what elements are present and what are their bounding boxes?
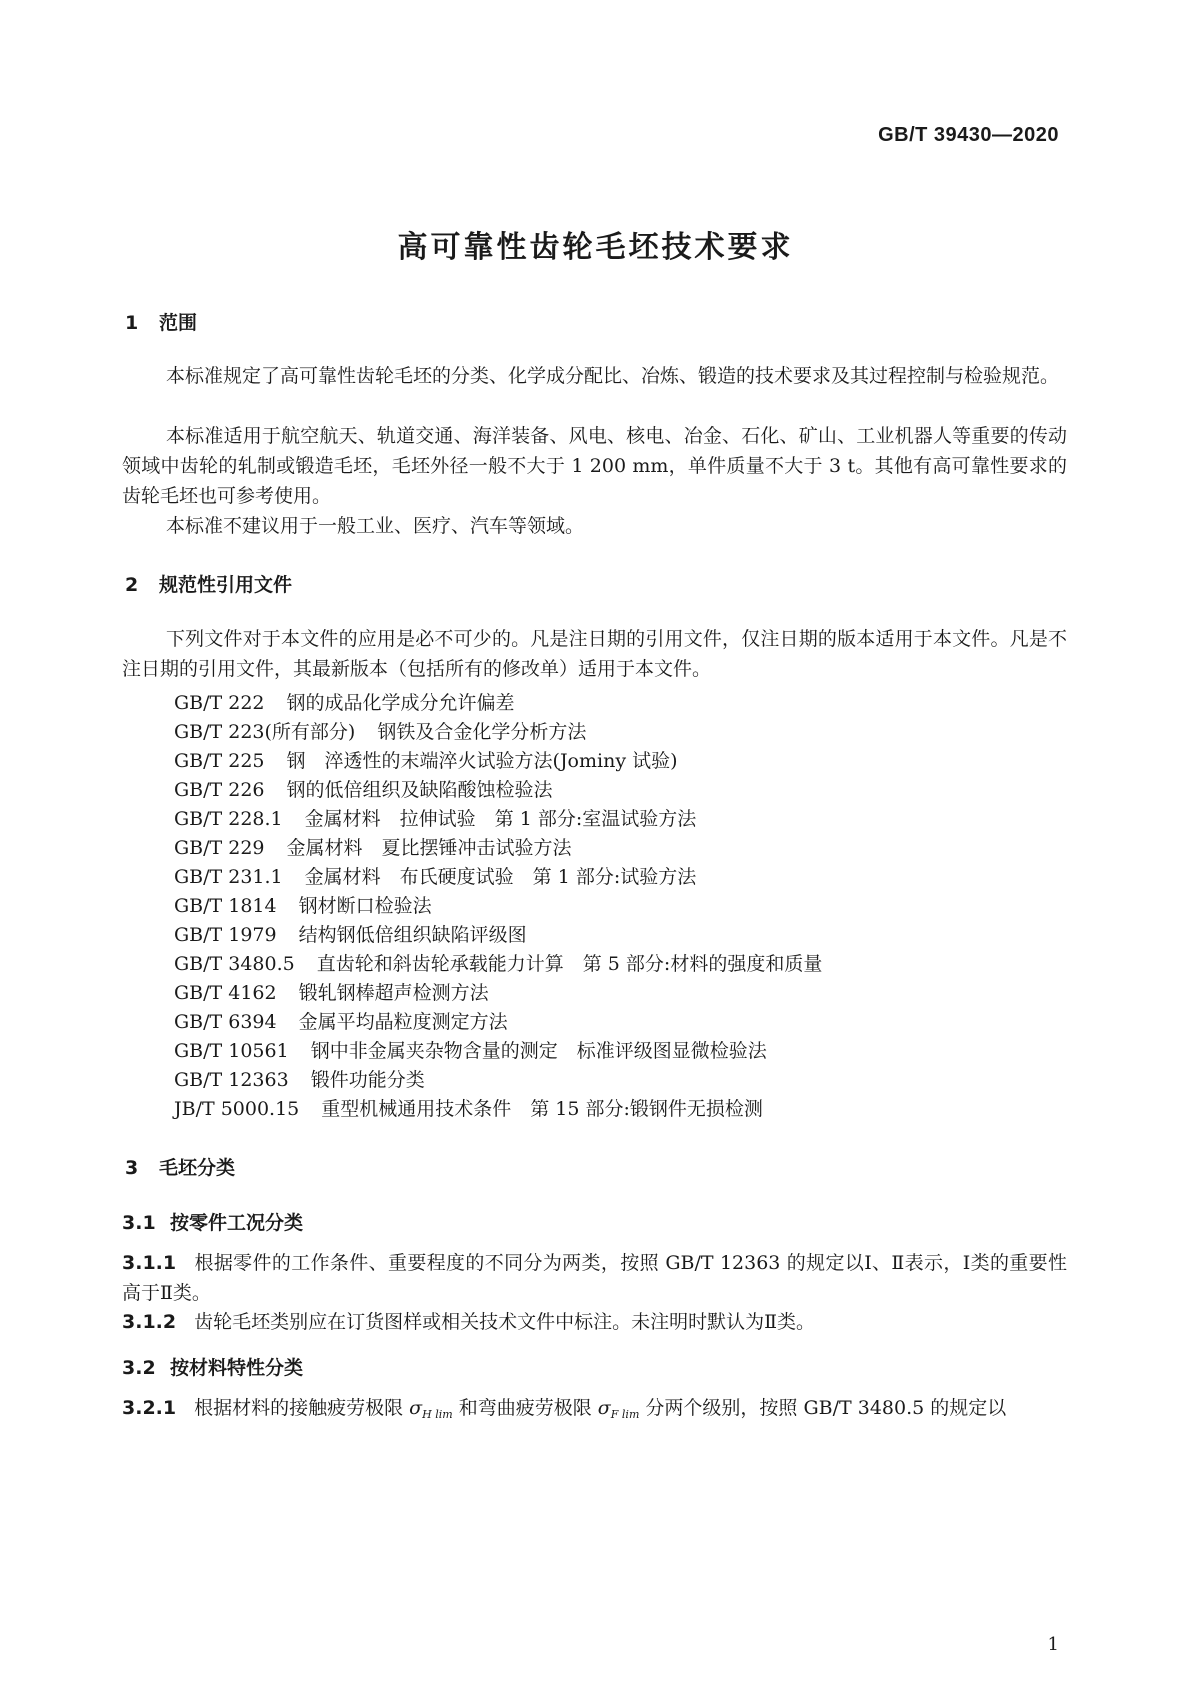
section-1-heading: [125, 308, 197, 335]
clause-3-2-1: 3.2.1 根据材料的接触疲劳极限 $\sigma_{H lim}$ 和弯曲疲劳极限 $\sigma_{F lim}$ 分两个级别，按照 GB/T 3480.5 的规定以: [122, 1397, 1007, 1421]
section-1-number: 1: [125, 312, 139, 334]
section-2-title: 规范性引用文件: [159, 574, 293, 596]
section-3-2-title: 按材料特性分类: [170, 1357, 304, 1379]
clause-number: 3.1.2: [122, 1311, 177, 1333]
reference-item: GB/T 226 钢的低倍组织及缺陷酸蚀检验法: [174, 779, 553, 801]
section-3-title: 毛坯分类: [159, 1157, 236, 1179]
section-1-title: 范围: [159, 312, 198, 334]
reference-item: GB/T 229 金属材料 夏比摆锤冲击试验方法: [174, 837, 572, 859]
section-2-intro: 下列文件对于本文件的应用是必不可少的。凡是注日期的引用文件，仅注日期的版本适用于本文件。凡是不注日期的引用文件，其最新版本（包括所有的修改单）适用于本文件。: [122, 628, 1067, 680]
clause-number: 3.1.1: [122, 1252, 177, 1274]
section-1-paragraph-3: 本标准不建议用于一般工业、医疗、汽车等领域。: [166, 515, 585, 537]
reference-item: GB/T 223(所有部分) 钢铁及合金化学分析方法: [174, 721, 587, 743]
page-number: 1: [1047, 1634, 1059, 1655]
section-2-number: 2: [125, 574, 139, 596]
reference-item: GB/T 1814 钢材断口检验法: [174, 895, 432, 917]
section-3-heading: [125, 1153, 235, 1180]
sigma-f-lim: $\sigma_{F lim}$: [597, 1397, 640, 1421]
section-3-1-heading: [122, 1208, 303, 1235]
reference-item: GB/T 4162 锻轧钢棒超声检测方法: [174, 982, 489, 1004]
document-title: 高可靠性齿轮毛坯技术要求: [397, 230, 794, 265]
section-3-1-title: 按零件工况分类: [170, 1212, 304, 1234]
reference-item: GB/T 225 钢 淬透性的末端淬火试验方法(Jominy 试验): [174, 750, 678, 772]
reference-item: GB/T 228.1 金属材料 拉伸试验 第 1 部分:室温试验方法: [174, 808, 697, 830]
reference-item: GB/T 222 钢的成品化学成分允许偏差: [174, 692, 515, 714]
reference-item: GB/T 1979 结构钢低倍组织缺陷评级图: [174, 924, 527, 946]
reference-item: GB/T 3480.5 直齿轮和斜齿轮承载能力计算 第 5 部分:材料的强度和质量: [174, 953, 823, 975]
section-1-paragraph-1: 本标准规定了高可靠性齿轮毛坯的分类、化学成分配比、冶炼、锻造的技术要求及其过程控制与检验规范。: [166, 365, 1060, 387]
section-3-2-number: 3.2: [122, 1357, 156, 1379]
clause-3-1-1: [122, 1248, 1067, 1308]
sigma-h-lim: $\sigma_{H lim}$: [409, 1397, 453, 1421]
clause-text: 齿轮毛坯类别应在订货图样或相关技术文件中标注。未注明时默认为Ⅱ类。: [194, 1311, 816, 1333]
section-1-paragraph-2: 本标准适用于航空航天、轨道交通、海洋装备、风电、核电、冶金、石化、矿山、工业机器人等重要的传动领域中齿轮的轧制或锻造毛坯，毛坯外径一般不大于 1 200 mm，单件质量不大于 3 t。其他有高可靠性要求的齿轮毛坯也可参考使用。: [122, 425, 1067, 507]
section-2-heading: [125, 570, 292, 597]
reference-item: GB/T 6394 金属平均晶粒度测定方法: [174, 1011, 508, 1033]
section-3-1-number: 3.1: [122, 1212, 156, 1234]
reference-item: JB/T 5000.15 重型机械通用技术条件 第 15 部分:锻钢件无损检测: [174, 1098, 763, 1120]
reference-item: GB/T 12363 锻件功能分类: [174, 1069, 425, 1091]
reference-item: GB/T 231.1 金属材料 布氏硬度试验 第 1 部分:试验方法: [174, 866, 697, 888]
standard-code: GB/T 39430—2020: [878, 124, 1059, 146]
section-3-number: 3: [125, 1157, 139, 1179]
clause-text: 根据零件的工作条件、重要程度的不同分为两类，按照 GB/T 12363 的规定以Ⅰ、Ⅱ表示，Ⅰ类的重要性高于Ⅱ类。: [122, 1252, 1067, 1304]
clause-3-1-2: [122, 1307, 1067, 1337]
clause-number: 3.2.1: [122, 1397, 177, 1419]
reference-item: GB/T 10561 钢中非金属夹杂物含量的测定 标准评级图显微检验法: [174, 1040, 767, 1062]
section-3-2-heading: [122, 1353, 303, 1380]
